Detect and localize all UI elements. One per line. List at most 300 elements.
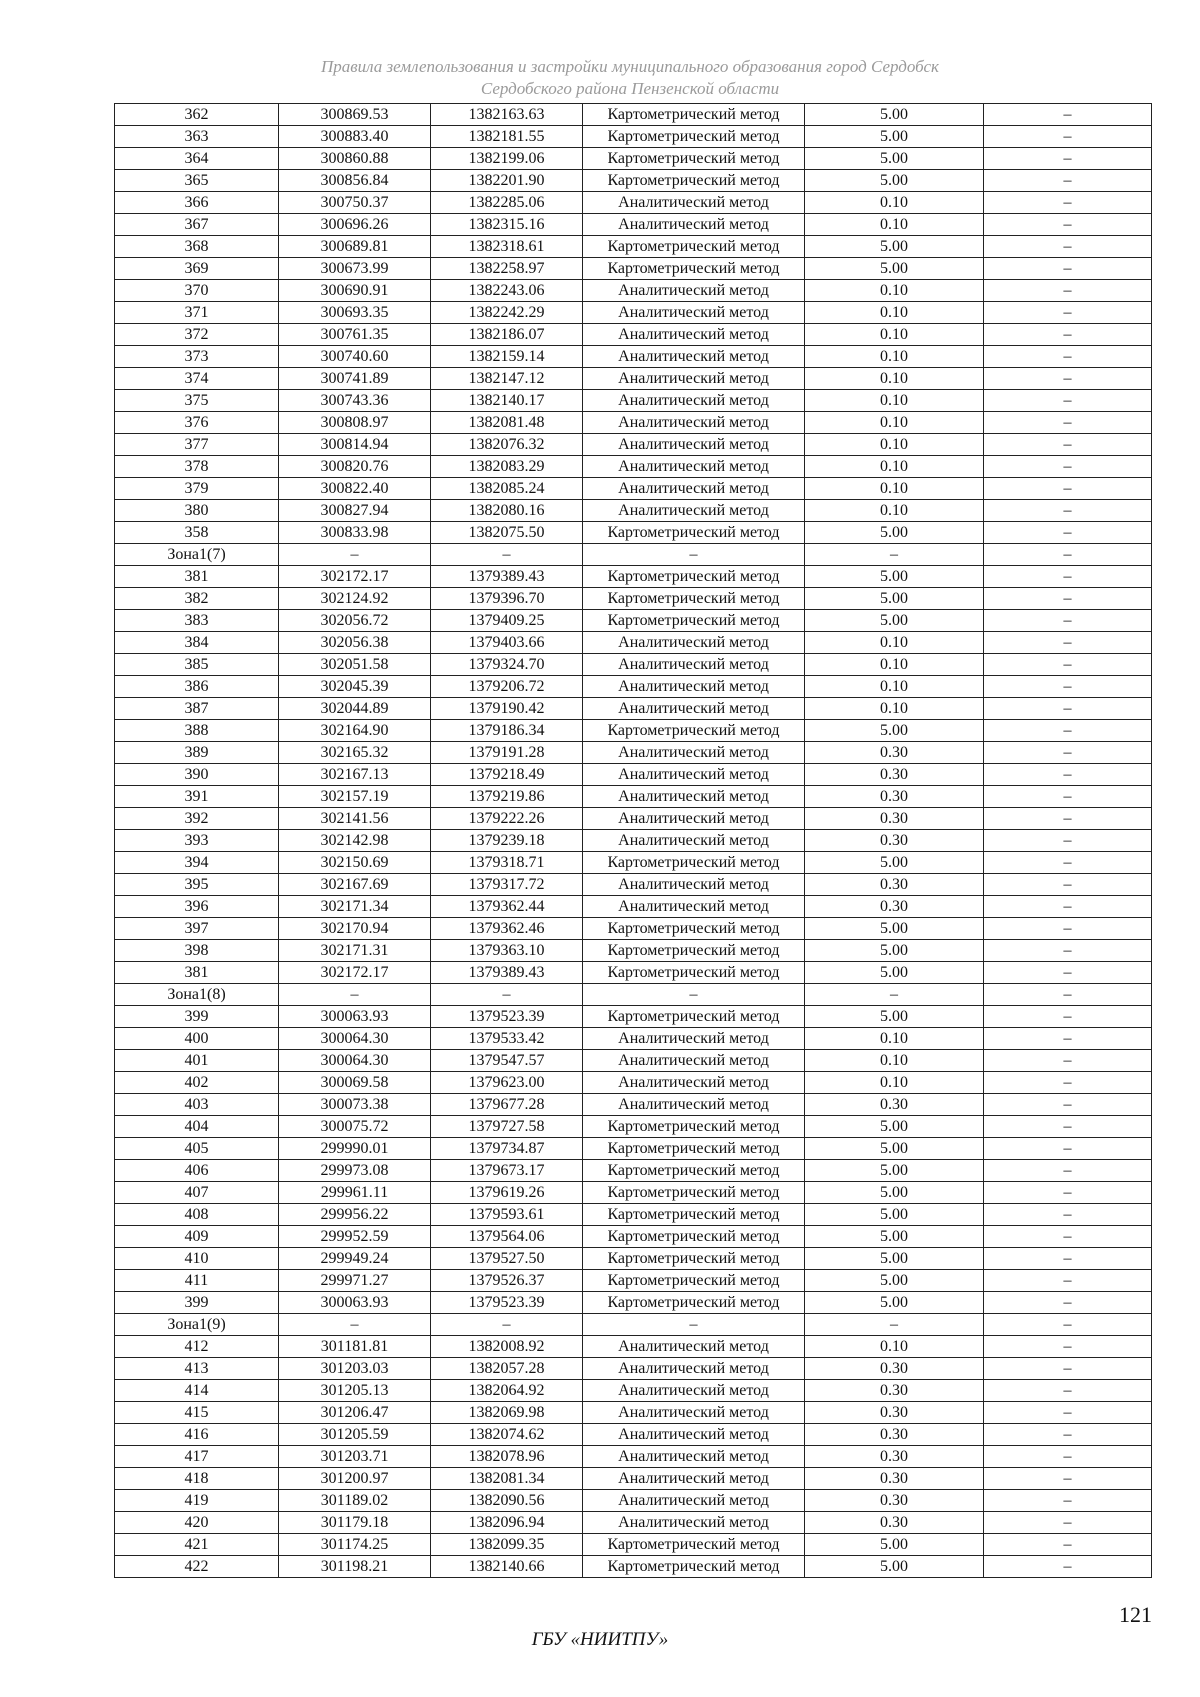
x-coordinate-cell: 300869.53 [279, 104, 431, 126]
accuracy-cell: 0.10 [805, 434, 984, 456]
note-cell: – [984, 434, 1152, 456]
point-number-cell: 395 [115, 874, 279, 896]
y-coordinate-cell: 1379186.34 [431, 720, 583, 742]
table-row [115, 1160, 1152, 1182]
method-cell: Картометрический метод [583, 1292, 805, 1314]
point-number-cell: 415 [115, 1402, 279, 1424]
point-number-cell: 387 [115, 698, 279, 720]
accuracy-cell: 0.10 [805, 676, 984, 698]
x-coordinate-cell: 299971.27 [279, 1270, 431, 1292]
y-coordinate-cell: 1379409.25 [431, 610, 583, 632]
x-coordinate-cell: – [279, 544, 431, 566]
note-cell: – [984, 412, 1152, 434]
note-cell: – [984, 1226, 1152, 1248]
accuracy-cell: 0.10 [805, 280, 984, 302]
table-row [115, 1204, 1152, 1226]
method-cell: Аналитический метод [583, 676, 805, 698]
table-row [115, 456, 1152, 478]
point-number-cell: 391 [115, 786, 279, 808]
y-coordinate-cell: 1382186.07 [431, 324, 583, 346]
accuracy-cell: – [805, 1314, 984, 1336]
table-row [115, 984, 1152, 1006]
x-coordinate-cell: 300075.72 [279, 1116, 431, 1138]
y-coordinate-cell: 1379206.72 [431, 676, 583, 698]
x-coordinate-cell: 299973.08 [279, 1160, 431, 1182]
x-coordinate-cell: 302124.92 [279, 588, 431, 610]
method-cell: Аналитический метод [583, 302, 805, 324]
point-number-cell: 379 [115, 478, 279, 500]
note-cell: – [984, 764, 1152, 786]
note-cell: – [984, 1424, 1152, 1446]
x-coordinate-cell: 302171.34 [279, 896, 431, 918]
note-cell: – [984, 676, 1152, 698]
note-cell: – [984, 368, 1152, 390]
table-row [115, 346, 1152, 368]
x-coordinate-cell: 302170.94 [279, 918, 431, 940]
table-row [115, 808, 1152, 830]
note-cell: – [984, 1204, 1152, 1226]
table-row [115, 940, 1152, 962]
method-cell: Аналитический метод [583, 1380, 805, 1402]
table-row [115, 1182, 1152, 1204]
method-cell: – [583, 1314, 805, 1336]
note-cell: – [984, 1336, 1152, 1358]
accuracy-cell: 0.10 [805, 302, 984, 324]
method-cell: Картометрический метод [583, 1204, 805, 1226]
x-coordinate-cell: 302157.19 [279, 786, 431, 808]
note-cell: – [984, 500, 1152, 522]
note-cell: – [984, 192, 1152, 214]
method-cell: Картометрический метод [583, 566, 805, 588]
method-cell: Аналитический метод [583, 874, 805, 896]
note-cell: – [984, 984, 1152, 1006]
point-number-cell: 396 [115, 896, 279, 918]
y-coordinate-cell: 1379547.57 [431, 1050, 583, 1072]
table-row [115, 1468, 1152, 1490]
point-number-cell: 372 [115, 324, 279, 346]
note-cell: – [984, 632, 1152, 654]
point-number-cell: 407 [115, 1182, 279, 1204]
table-row [115, 852, 1152, 874]
x-coordinate-cell: 300741.89 [279, 368, 431, 390]
method-cell: Картометрический метод [583, 1556, 805, 1578]
x-coordinate-cell: 301203.71 [279, 1446, 431, 1468]
table-row [115, 214, 1152, 236]
header-line-1: Правила землепользования и застройки муниципального образования город Сердобск [320, 57, 939, 76]
y-coordinate-cell: 1382242.29 [431, 302, 583, 324]
y-coordinate-cell: 1379362.44 [431, 896, 583, 918]
table-row [115, 1028, 1152, 1050]
note-cell: – [984, 1248, 1152, 1270]
note-cell: – [984, 148, 1152, 170]
accuracy-cell: 5.00 [805, 1292, 984, 1314]
table-row [115, 1446, 1152, 1468]
y-coordinate-cell: 1382081.48 [431, 412, 583, 434]
table-row [115, 1556, 1152, 1578]
point-number-cell: 403 [115, 1094, 279, 1116]
method-cell: Аналитический метод [583, 280, 805, 302]
x-coordinate-cell: 299956.22 [279, 1204, 431, 1226]
y-coordinate-cell: 1379403.66 [431, 632, 583, 654]
method-cell: Картометрический метод [583, 1248, 805, 1270]
y-coordinate-cell: 1379677.28 [431, 1094, 583, 1116]
point-number-cell: 406 [115, 1160, 279, 1182]
x-coordinate-cell: 300750.37 [279, 192, 431, 214]
method-cell: Картометрический метод [583, 852, 805, 874]
note-cell: – [984, 1468, 1152, 1490]
y-coordinate-cell: 1382201.90 [431, 170, 583, 192]
note-cell: – [984, 302, 1152, 324]
accuracy-cell: 5.00 [805, 918, 984, 940]
x-coordinate-cell: 300883.40 [279, 126, 431, 148]
table-row [115, 478, 1152, 500]
note-cell: – [984, 896, 1152, 918]
note-cell: – [984, 808, 1152, 830]
point-number-cell: 375 [115, 390, 279, 412]
note-cell: – [984, 390, 1152, 412]
method-cell: – [583, 984, 805, 1006]
method-cell: Картометрический метод [583, 1160, 805, 1182]
y-coordinate-cell: 1382080.16 [431, 500, 583, 522]
point-number-cell: 368 [115, 236, 279, 258]
method-cell: Картометрический метод [583, 258, 805, 280]
accuracy-cell: 0.30 [805, 1468, 984, 1490]
note-cell: – [984, 236, 1152, 258]
accuracy-cell: 0.10 [805, 1028, 984, 1050]
note-cell: – [984, 874, 1152, 896]
table-row [115, 786, 1152, 808]
point-number-cell: 383 [115, 610, 279, 632]
point-number-cell: 418 [115, 1468, 279, 1490]
point-number-cell: 409 [115, 1226, 279, 1248]
method-cell: Аналитический метод [583, 786, 805, 808]
accuracy-cell: 5.00 [805, 588, 984, 610]
method-cell: Аналитический метод [583, 1512, 805, 1534]
point-number-cell: 363 [115, 126, 279, 148]
point-number-cell: 381 [115, 962, 279, 984]
y-coordinate-cell: 1382285.06 [431, 192, 583, 214]
x-coordinate-cell: 300690.91 [279, 280, 431, 302]
point-number-cell: 408 [115, 1204, 279, 1226]
method-cell: Аналитический метод [583, 192, 805, 214]
point-number-cell: 378 [115, 456, 279, 478]
accuracy-cell: 0.10 [805, 346, 984, 368]
x-coordinate-cell: 301174.25 [279, 1534, 431, 1556]
point-number-cell: 369 [115, 258, 279, 280]
table-row [115, 1050, 1152, 1072]
y-coordinate-cell: 1379396.70 [431, 588, 583, 610]
x-coordinate-cell: 301189.02 [279, 1490, 431, 1512]
x-coordinate-cell: – [279, 1314, 431, 1336]
table-row [115, 830, 1152, 852]
point-number-cell: 402 [115, 1072, 279, 1094]
y-coordinate-cell: 1379727.58 [431, 1116, 583, 1138]
accuracy-cell: 0.30 [805, 1402, 984, 1424]
point-number-cell: 386 [115, 676, 279, 698]
table-row [115, 742, 1152, 764]
y-coordinate-cell: 1379623.00 [431, 1072, 583, 1094]
y-coordinate-cell: 1382078.96 [431, 1446, 583, 1468]
note-cell: – [984, 214, 1152, 236]
point-number-cell: 417 [115, 1446, 279, 1468]
note-cell: – [984, 588, 1152, 610]
point-number-cell: 411 [115, 1270, 279, 1292]
table-row [115, 874, 1152, 896]
point-number-cell: 376 [115, 412, 279, 434]
x-coordinate-cell: 302171.31 [279, 940, 431, 962]
accuracy-cell: 0.30 [805, 808, 984, 830]
method-cell: Аналитический метод [583, 1336, 805, 1358]
note-cell: – [984, 1512, 1152, 1534]
method-cell: Аналитический метод [583, 1402, 805, 1424]
method-cell: Аналитический метод [583, 1424, 805, 1446]
y-coordinate-cell: 1382057.28 [431, 1358, 583, 1380]
table-row [115, 1006, 1152, 1028]
accuracy-cell: 5.00 [805, 104, 984, 126]
accuracy-cell: 5.00 [805, 720, 984, 742]
table-row [115, 676, 1152, 698]
note-cell: – [984, 742, 1152, 764]
method-cell: Аналитический метод [583, 654, 805, 676]
x-coordinate-cell: 302150.69 [279, 852, 431, 874]
table-row [115, 1358, 1152, 1380]
accuracy-cell: 0.30 [805, 874, 984, 896]
accuracy-cell: 0.30 [805, 1094, 984, 1116]
method-cell: Картометрический метод [583, 148, 805, 170]
point-number-cell: 399 [115, 1006, 279, 1028]
note-cell: – [984, 1292, 1152, 1314]
table-row [115, 1490, 1152, 1512]
method-cell: Картометрический метод [583, 1534, 805, 1556]
method-cell: Аналитический метод [583, 214, 805, 236]
accuracy-cell: 0.30 [805, 830, 984, 852]
y-coordinate-cell: 1382163.63 [431, 104, 583, 126]
x-coordinate-cell: 302051.58 [279, 654, 431, 676]
x-coordinate-cell: 300073.38 [279, 1094, 431, 1116]
method-cell: Аналитический метод [583, 346, 805, 368]
x-coordinate-cell: 302172.17 [279, 566, 431, 588]
note-cell: – [984, 478, 1152, 500]
x-coordinate-cell: 301181.81 [279, 1336, 431, 1358]
accuracy-cell: 5.00 [805, 522, 984, 544]
method-cell: Аналитический метод [583, 390, 805, 412]
point-number-cell: 410 [115, 1248, 279, 1270]
method-cell: Аналитический метод [583, 1446, 805, 1468]
table-row [115, 1380, 1152, 1402]
note-cell: – [984, 1270, 1152, 1292]
y-coordinate-cell: 1379362.46 [431, 918, 583, 940]
point-number-cell: 365 [115, 170, 279, 192]
note-cell: – [984, 830, 1152, 852]
y-coordinate-cell: 1382008.92 [431, 1336, 583, 1358]
method-cell: Картометрический метод [583, 588, 805, 610]
table-row [115, 896, 1152, 918]
y-coordinate-cell: 1379219.86 [431, 786, 583, 808]
method-cell: – [583, 544, 805, 566]
accuracy-cell: 0.30 [805, 1446, 984, 1468]
method-cell: Картометрический метод [583, 1270, 805, 1292]
table-row [115, 654, 1152, 676]
accuracy-cell: 0.30 [805, 1512, 984, 1534]
accuracy-cell: 5.00 [805, 1534, 984, 1556]
method-cell: Аналитический метод [583, 1094, 805, 1116]
method-cell: Картометрический метод [583, 610, 805, 632]
y-coordinate-cell: 1379619.26 [431, 1182, 583, 1204]
y-coordinate-cell: 1382090.56 [431, 1490, 583, 1512]
accuracy-cell: 0.30 [805, 1358, 984, 1380]
point-number-cell: 394 [115, 852, 279, 874]
accuracy-cell: 0.30 [805, 786, 984, 808]
x-coordinate-cell: 301203.03 [279, 1358, 431, 1380]
method-cell: Аналитический метод [583, 808, 805, 830]
x-coordinate-cell: 300693.35 [279, 302, 431, 324]
table-row [115, 522, 1152, 544]
point-number-cell: 397 [115, 918, 279, 940]
x-coordinate-cell: 300696.26 [279, 214, 431, 236]
y-coordinate-cell: 1382085.24 [431, 478, 583, 500]
table-row [115, 544, 1152, 566]
accuracy-cell: 0.10 [805, 1050, 984, 1072]
accuracy-cell: 5.00 [805, 1138, 984, 1160]
y-coordinate-cell: 1379389.43 [431, 962, 583, 984]
point-number-cell: 358 [115, 522, 279, 544]
table-row [115, 324, 1152, 346]
x-coordinate-cell: 300814.94 [279, 434, 431, 456]
x-coordinate-cell: 300063.93 [279, 1292, 431, 1314]
note-cell: – [984, 1160, 1152, 1182]
page-header [180, 56, 1080, 100]
header-line-2: Сердобского района Пензенской области [480, 79, 780, 98]
note-cell: – [984, 1006, 1152, 1028]
note-cell: – [984, 1116, 1152, 1138]
point-number-cell: 412 [115, 1336, 279, 1358]
table-row [115, 1314, 1152, 1336]
x-coordinate-cell: 299990.01 [279, 1138, 431, 1160]
accuracy-cell: 5.00 [805, 1270, 984, 1292]
note-cell: – [984, 324, 1152, 346]
accuracy-cell: 5.00 [805, 126, 984, 148]
point-number-cell: 370 [115, 280, 279, 302]
method-cell: Аналитический метод [583, 764, 805, 786]
note-cell: – [984, 1028, 1152, 1050]
point-number-cell: 382 [115, 588, 279, 610]
method-cell: Аналитический метод [583, 412, 805, 434]
x-coordinate-cell: 301200.97 [279, 1468, 431, 1490]
note-cell: – [984, 258, 1152, 280]
table-row [115, 280, 1152, 302]
y-coordinate-cell: 1382081.34 [431, 1468, 583, 1490]
point-number-cell: 401 [115, 1050, 279, 1072]
note-cell: – [984, 456, 1152, 478]
point-number-cell: 413 [115, 1358, 279, 1380]
x-coordinate-cell: 302165.32 [279, 742, 431, 764]
x-coordinate-cell: 299952.59 [279, 1226, 431, 1248]
method-cell: Картометрический метод [583, 1138, 805, 1160]
method-cell: Аналитический метод [583, 324, 805, 346]
note-cell: – [984, 1050, 1152, 1072]
x-coordinate-cell: 300827.94 [279, 500, 431, 522]
y-coordinate-cell: 1382096.94 [431, 1512, 583, 1534]
table-row [115, 126, 1152, 148]
method-cell: Картометрический метод [583, 918, 805, 940]
note-cell: – [984, 852, 1152, 874]
y-coordinate-cell: 1382140.66 [431, 1556, 583, 1578]
accuracy-cell: 0.10 [805, 192, 984, 214]
y-coordinate-cell: 1379218.49 [431, 764, 583, 786]
x-coordinate-cell: 300673.99 [279, 258, 431, 280]
y-coordinate-cell: 1379239.18 [431, 830, 583, 852]
point-number-cell: 364 [115, 148, 279, 170]
note-cell: – [984, 1490, 1152, 1512]
y-coordinate-cell: 1379389.43 [431, 566, 583, 588]
method-cell: Аналитический метод [583, 1050, 805, 1072]
method-cell: Картометрический метод [583, 1182, 805, 1204]
point-number-cell: 400 [115, 1028, 279, 1050]
table-row [115, 104, 1152, 126]
y-coordinate-cell: 1379523.39 [431, 1292, 583, 1314]
table-row [115, 434, 1152, 456]
method-cell: Аналитический метод [583, 1358, 805, 1380]
point-number-cell: 390 [115, 764, 279, 786]
point-number-cell: 377 [115, 434, 279, 456]
point-number-cell: Зона1(9) [115, 1314, 279, 1336]
accuracy-cell: 5.00 [805, 962, 984, 984]
y-coordinate-cell: 1379363.10 [431, 940, 583, 962]
note-cell: – [984, 1534, 1152, 1556]
accuracy-cell: 5.00 [805, 258, 984, 280]
table-row [115, 1512, 1152, 1534]
x-coordinate-cell: 300860.88 [279, 148, 431, 170]
accuracy-cell: 0.10 [805, 632, 984, 654]
note-cell: – [984, 1380, 1152, 1402]
x-coordinate-cell: 302141.56 [279, 808, 431, 830]
point-number-cell: 385 [115, 654, 279, 676]
point-number-cell: 419 [115, 1490, 279, 1512]
y-coordinate-cell: 1379564.06 [431, 1226, 583, 1248]
method-cell: Аналитический метод [583, 896, 805, 918]
point-number-cell: Зона1(8) [115, 984, 279, 1006]
note-cell: – [984, 522, 1152, 544]
table-row [115, 588, 1152, 610]
point-number-cell: 384 [115, 632, 279, 654]
point-number-cell: 381 [115, 566, 279, 588]
point-number-cell: 374 [115, 368, 279, 390]
note-cell: – [984, 566, 1152, 588]
point-number-cell: 420 [115, 1512, 279, 1534]
y-coordinate-cell: 1382075.50 [431, 522, 583, 544]
note-cell: – [984, 1446, 1152, 1468]
y-coordinate-cell: – [431, 544, 583, 566]
table-row [115, 1534, 1152, 1556]
y-coordinate-cell: 1382318.61 [431, 236, 583, 258]
point-number-cell: 421 [115, 1534, 279, 1556]
table-row [115, 698, 1152, 720]
note-cell: – [984, 126, 1152, 148]
table-row [115, 962, 1152, 984]
method-cell: Картометрический метод [583, 126, 805, 148]
table-row [115, 610, 1152, 632]
table-row [115, 1116, 1152, 1138]
y-coordinate-cell: 1379526.37 [431, 1270, 583, 1292]
page-footer: ГБУ «НИИТПУ» [531, 1629, 669, 1650]
x-coordinate-cell: 301205.13 [279, 1380, 431, 1402]
method-cell: Картометрический метод [583, 236, 805, 258]
point-number-cell: 414 [115, 1380, 279, 1402]
point-number-cell: 362 [115, 104, 279, 126]
accuracy-cell: 5.00 [805, 1182, 984, 1204]
table-row [115, 192, 1152, 214]
table-row [115, 1226, 1152, 1248]
